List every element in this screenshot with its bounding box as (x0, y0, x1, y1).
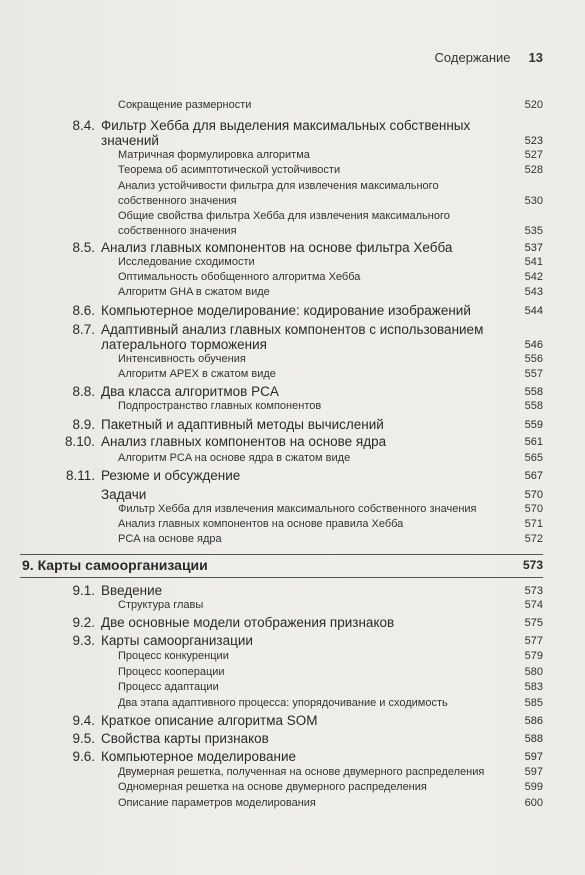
entry-title: собственного значения (118, 225, 237, 237)
entry-title: Сокращение размерности (118, 99, 252, 111)
entry-page-number: 586 (524, 715, 543, 727)
entry-page-number: 528 (524, 164, 543, 176)
entry-page-number: 561 (524, 436, 543, 448)
entry-page-number: 575 (524, 617, 543, 629)
section-number: 8.5. (72, 240, 95, 255)
section-number: 9.1. (72, 583, 95, 598)
entry-title: Задачи (101, 487, 147, 502)
entry-page-number: 541 (524, 256, 543, 268)
entry-page-number: 542 (524, 271, 543, 283)
entry-page-number: 535 (524, 225, 543, 237)
entry-title: Анализ главных компонентов на основе ядра (101, 434, 387, 449)
entry-page-number: 523 (524, 135, 543, 147)
running-header-title: Содержание (434, 50, 511, 65)
section-number: 9.5. (72, 731, 95, 746)
entry-page-number: 572 (524, 533, 543, 545)
entry-page-number: 577 (524, 635, 543, 647)
entry-title: Алгоритм APEX в сжатом виде (118, 368, 276, 380)
entry-title: Краткое описание алгоритма SOM (101, 713, 318, 728)
entry-title: собственного значения (118, 195, 237, 207)
section-number: 9.4. (72, 713, 95, 728)
entry-title: Оптимальность обобщенного алгоритма Хебба (118, 271, 361, 283)
entry-page-number: 573 (524, 585, 543, 597)
entry-title: латерального торможения (101, 337, 267, 352)
entry-title: Алгоритм GHA в сжатом виде (118, 286, 270, 298)
entry-title: Анализ устойчивости фильтра для извлечения максимального (118, 180, 439, 192)
chapter-title: 9. Карты самоорганизации (22, 557, 208, 573)
entry-title: Карты самоорганизации (101, 633, 253, 648)
entry-title: Процесс адаптации (118, 681, 219, 693)
chapter-heading (20, 554, 543, 578)
entry-page-number: 558 (524, 386, 543, 398)
entry-title: Адаптивный анализ главных компонентов с использованием (101, 322, 484, 337)
entry-page-number: 527 (524, 149, 543, 161)
entry-title: Фильтр Хебба для извлечения максимального собственного значения (118, 503, 477, 515)
entry-title: Анализ главных компонентов на основе правила Хебба (118, 518, 404, 530)
entry-page-number: 570 (524, 489, 543, 501)
entry-title: Процесс кооперации (118, 666, 225, 678)
entry-page-number: 583 (524, 681, 543, 693)
section-number: 8.10. (64, 434, 95, 449)
entry-page-number: 585 (524, 697, 543, 709)
entry-title: Пакетный и адаптивный методы вычислений (101, 417, 384, 432)
entry-page-number: 588 (524, 733, 543, 745)
entry-title: Два класса алгоритмов PCA (101, 384, 279, 399)
entry-title: Процесс конкуренции (118, 650, 229, 662)
entry-title: значений (101, 133, 159, 148)
entry-title: Анализ главных компонентов на основе фильтра Хебба (101, 240, 453, 255)
entry-title: Теорема об асимптотической устойчивости (118, 164, 341, 176)
section-number: 9.6. (72, 749, 95, 764)
entry-title: Свойства карты признаков (101, 731, 269, 746)
entry-title: Компьютерное моделирование (101, 749, 296, 764)
entry-page-number: 570 (524, 503, 543, 515)
section-number: 8.4. (72, 118, 95, 133)
entry-page-number: 574 (524, 599, 543, 611)
entry-page-number: 557 (524, 368, 543, 380)
entry-page-number: 543 (524, 286, 543, 298)
entry-page-number: 530 (524, 195, 543, 207)
section-number: 9.3. (72, 633, 95, 648)
entry-page-number: 556 (524, 353, 543, 365)
section-number: 8.8. (72, 384, 95, 399)
entry-title: Алгоритм PCA на основе ядра в сжатом виде (118, 452, 351, 464)
entry-title: Структура главы (118, 599, 204, 611)
section-number: 8.11. (65, 468, 95, 483)
entry-title: Две основные модели отображения признаков (101, 615, 395, 630)
entry-page-number: 559 (524, 419, 543, 431)
entry-page-number: 571 (524, 518, 543, 530)
entry-title: Два этапа адаптивного процесса: упорядочивание и сходимость (118, 697, 448, 709)
entry-page-number: 597 (524, 751, 543, 763)
running-header-page-number: 13 (528, 50, 543, 65)
section-number: 8.7. (72, 322, 95, 337)
entry-page-number: 520 (524, 99, 543, 111)
entry-title: Резюме и обсуждение (101, 468, 241, 483)
entry-title: Фильтр Хебба для выделения максимальных собственных (101, 118, 471, 133)
entry-page-number: 546 (524, 339, 543, 351)
entry-page-number: 597 (524, 766, 543, 778)
entry-page-number: 599 (524, 781, 543, 793)
entry-page-number: 544 (524, 305, 543, 317)
entry-page-number: 580 (524, 666, 543, 678)
entry-title: Общие свойства фильтра Хебба для извлечения максимального (118, 210, 450, 222)
entry-page-number: 565 (524, 452, 543, 464)
entry-title: Матричная формулировка алгоритма (118, 149, 310, 161)
entry-title: Одномерная решетка на основе двумерного распределения (118, 781, 427, 793)
entry-page-number: 579 (524, 650, 543, 662)
entry-page-number: 537 (524, 242, 543, 254)
chapter-page: 573 (522, 558, 543, 572)
entry-title: Исследование сходимости (118, 256, 255, 268)
section-number: 9.2. (72, 615, 95, 630)
entry-title: Двумерная решетка, полученная на основе двумерного распределения (118, 766, 485, 778)
entry-title: PCA на основе ядра (118, 533, 222, 545)
entry-page-number: 600 (524, 797, 543, 809)
entry-title: Интенсивность обучения (118, 353, 246, 365)
section-number: 8.9. (72, 417, 95, 432)
entry-page-number: 558 (524, 400, 543, 412)
entry-title: Введение (101, 583, 163, 598)
section-number: 8.6. (72, 303, 95, 318)
entry-title: Подпространство главных компонентов (118, 400, 322, 412)
entry-page-number: 567 (524, 470, 543, 482)
entry-title: Описание параметров моделирования (118, 797, 316, 809)
entry-title: Компьютерное моделирование: кодирование изображений (101, 303, 471, 318)
